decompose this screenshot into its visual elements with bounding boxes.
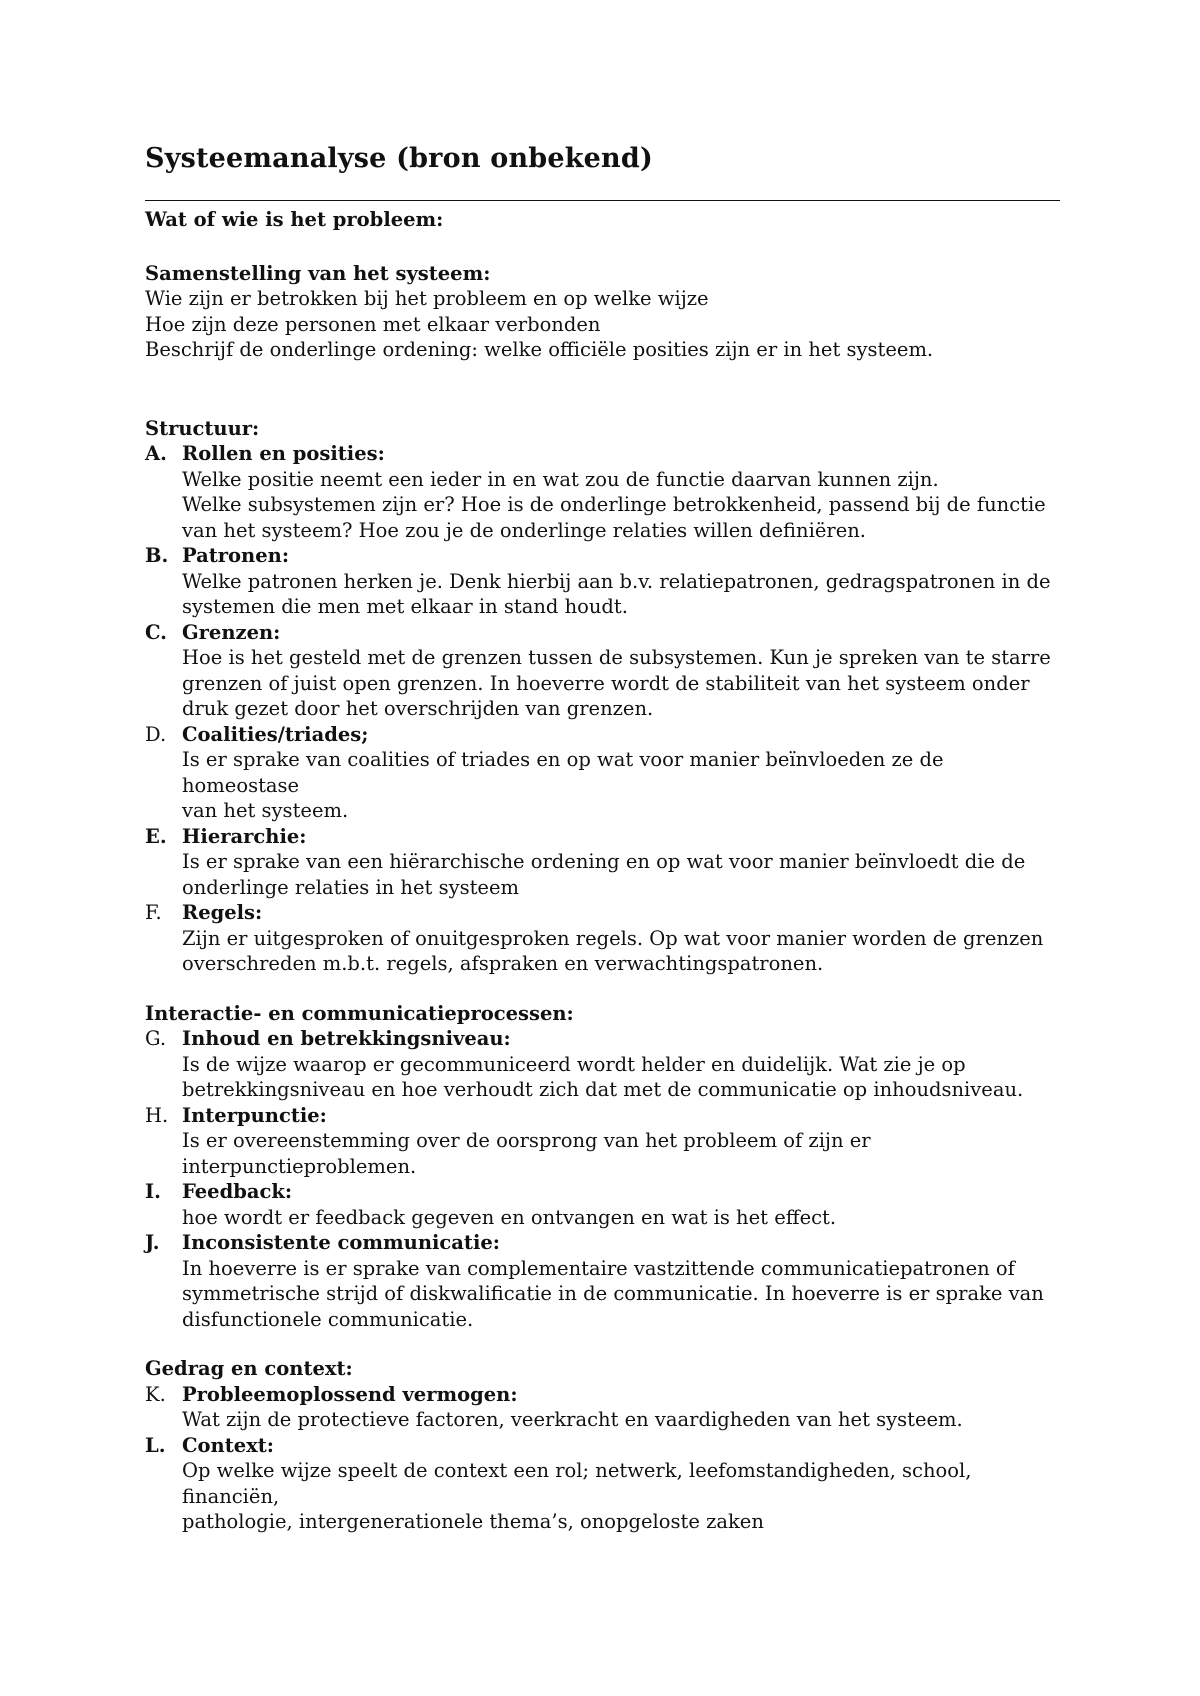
document-body	[145, 207, 1065, 1535]
spacer	[145, 363, 1065, 416]
list-item-h	[145, 1103, 1065, 1180]
section-interactie	[145, 1001, 1065, 1333]
list-item-j	[145, 1230, 1065, 1332]
body-line: van het systeem? Hoe zou je de onderlinge relaties willen definiëren.	[182, 518, 867, 542]
list-marker: A.	[145, 442, 167, 465]
list-item-g	[145, 1026, 1065, 1103]
spacer	[145, 1332, 1065, 1356]
item-title: Coalities/triades;	[182, 722, 369, 746]
body-line: Beschrijf de onderlinge ordening: welke officiële posities zijn er in het systeem.	[145, 338, 934, 361]
body-line: In hoeverre is er sprake van complementaire vastzittende communicatiepatronen of	[182, 1256, 1015, 1280]
body-line: Is de wijze waarop er gecommuniceerd wordt helder en duidelijk. Wat zie je op	[182, 1052, 966, 1076]
body-line: Hoe zijn deze personen met elkaar verbonden	[145, 312, 601, 336]
section-heading: Structuur:	[145, 416, 260, 440]
item-title: Inconsistente communicatie:	[182, 1231, 500, 1254]
body-line: hoe wordt er feedback gegeven en ontvangen en wat is het effect.	[182, 1205, 837, 1229]
body-line: disfunctionele communicatie.	[182, 1307, 474, 1331]
body-line: Welke patronen herken je. Denk hierbij aan b.v. relatiepatronen, gedragspatronen in de	[182, 569, 1051, 593]
list-marker: K.	[145, 1382, 166, 1406]
body-line: Hoe is het gesteld met de grenzen tussen de subsystemen. Kun je spreken van te starre	[182, 646, 1051, 669]
list-item-a	[145, 441, 1065, 543]
document-title: Systeemanalyse (bron onbekend)	[145, 143, 653, 174]
item-title: Context:	[182, 1433, 274, 1457]
list-item-c	[145, 620, 1065, 722]
body-line: Is er sprake van een hiërarchische ordening en op wat voor manier beïnvloedt die de	[182, 850, 1026, 873]
section-structuur	[145, 416, 1065, 977]
body-line: pathologie, intergenerationele thema’s, onopgeloste zaken	[182, 1510, 764, 1533]
body-line: Is er sprake van coalities of triades en op wat voor manier beïnvloeden ze de homeostase	[182, 748, 944, 797]
body-line: interpunctieproblemen.	[182, 1154, 417, 1178]
list-marker: H.	[145, 1103, 169, 1127]
list-item-d	[145, 722, 1065, 824]
list-item-b	[145, 543, 1065, 620]
body-line: Welke positie neemt een ieder in en wat zou de functie daarvan kunnen zijn.	[182, 467, 939, 491]
section-gedrag	[145, 1356, 1065, 1535]
body-line: van het systeem.	[182, 799, 349, 822]
body-line: druk gezet door het overschrijden van grenzen.	[182, 697, 654, 720]
item-title: Patronen:	[182, 544, 290, 567]
body-line: grenzen of juist open grenzen. In hoeverre wordt de stabiliteit van het systeem onder	[182, 671, 1030, 695]
body-line: betrekkingsniveau en hoe verhoudt zich dat met de communicatie op inhoudsniveau.	[182, 1078, 1024, 1101]
body-line: Is er overeenstemming over de oorsprong van het probleem of zijn er	[182, 1129, 871, 1152]
list-item-e	[145, 824, 1065, 901]
section-heading: Gedrag en context:	[145, 1357, 353, 1380]
list-marker: I.	[145, 1180, 161, 1203]
item-title: Regels:	[182, 901, 263, 924]
title-divider	[145, 200, 1060, 201]
list-marker: E.	[145, 824, 167, 848]
section-samenstelling	[145, 261, 1065, 363]
body-line: systemen die men met elkaar in stand houdt.	[182, 595, 628, 618]
body-line: overschreden m.b.t. regels, afspraken en verwachtingspatronen.	[182, 952, 824, 975]
item-title: Feedback:	[182, 1180, 293, 1203]
section-heading: Samenstelling van het systeem:	[145, 261, 491, 285]
body-line: symmetrische strijd of diskwalificatie in de communicatie. In hoeverre is er sprake van	[182, 1282, 1044, 1305]
item-title: Interpunctie:	[182, 1103, 327, 1127]
body-line: Welke subsystemen zijn er? Hoe is de onderlinge betrokkenheid, passend bij de functie	[182, 493, 1046, 516]
item-title: Probleemoplossend vermogen:	[182, 1382, 518, 1406]
spacer	[145, 977, 1065, 1001]
problem-question: Wat of wie is het probleem:	[145, 208, 444, 231]
list-marker: G.	[145, 1027, 167, 1050]
list-item-f	[145, 900, 1065, 977]
list-marker: L.	[145, 1433, 166, 1457]
spacer	[145, 233, 1065, 261]
item-title: Inhoud en betrekkingsniveau:	[182, 1027, 511, 1050]
list-marker: B.	[145, 544, 169, 567]
item-title: Hierarchie:	[182, 824, 307, 848]
list-marker: C.	[145, 620, 167, 644]
list-item-i	[145, 1179, 1065, 1230]
list-marker: D.	[145, 722, 167, 746]
item-title: Grenzen:	[182, 620, 281, 644]
list-marker: J.	[145, 1231, 160, 1254]
body-line: onderlinge relaties in het systeem	[182, 875, 520, 899]
item-title: Rollen en posities:	[182, 442, 385, 465]
document-page	[145, 0, 1065, 1696]
list-item-k	[145, 1382, 1065, 1433]
list-item-l	[145, 1433, 1065, 1535]
body-line: Wie zijn er betrokken bij het probleem en op welke wijze	[145, 287, 709, 310]
body-line: Wat zijn de protectieve factoren, veerkracht en vaardigheden van het systeem.	[182, 1408, 963, 1431]
list-marker: F.	[145, 901, 162, 924]
body-line: Op welke wijze speelt de context een rol; netwerk, leefomstandigheden, school, financiën,	[182, 1459, 972, 1508]
section-heading: Interactie- en communicatieprocessen:	[145, 1001, 574, 1025]
body-line: Zijn er uitgesproken of onuitgesproken regels. Op wat voor manier worden de grenzen	[182, 926, 1044, 950]
